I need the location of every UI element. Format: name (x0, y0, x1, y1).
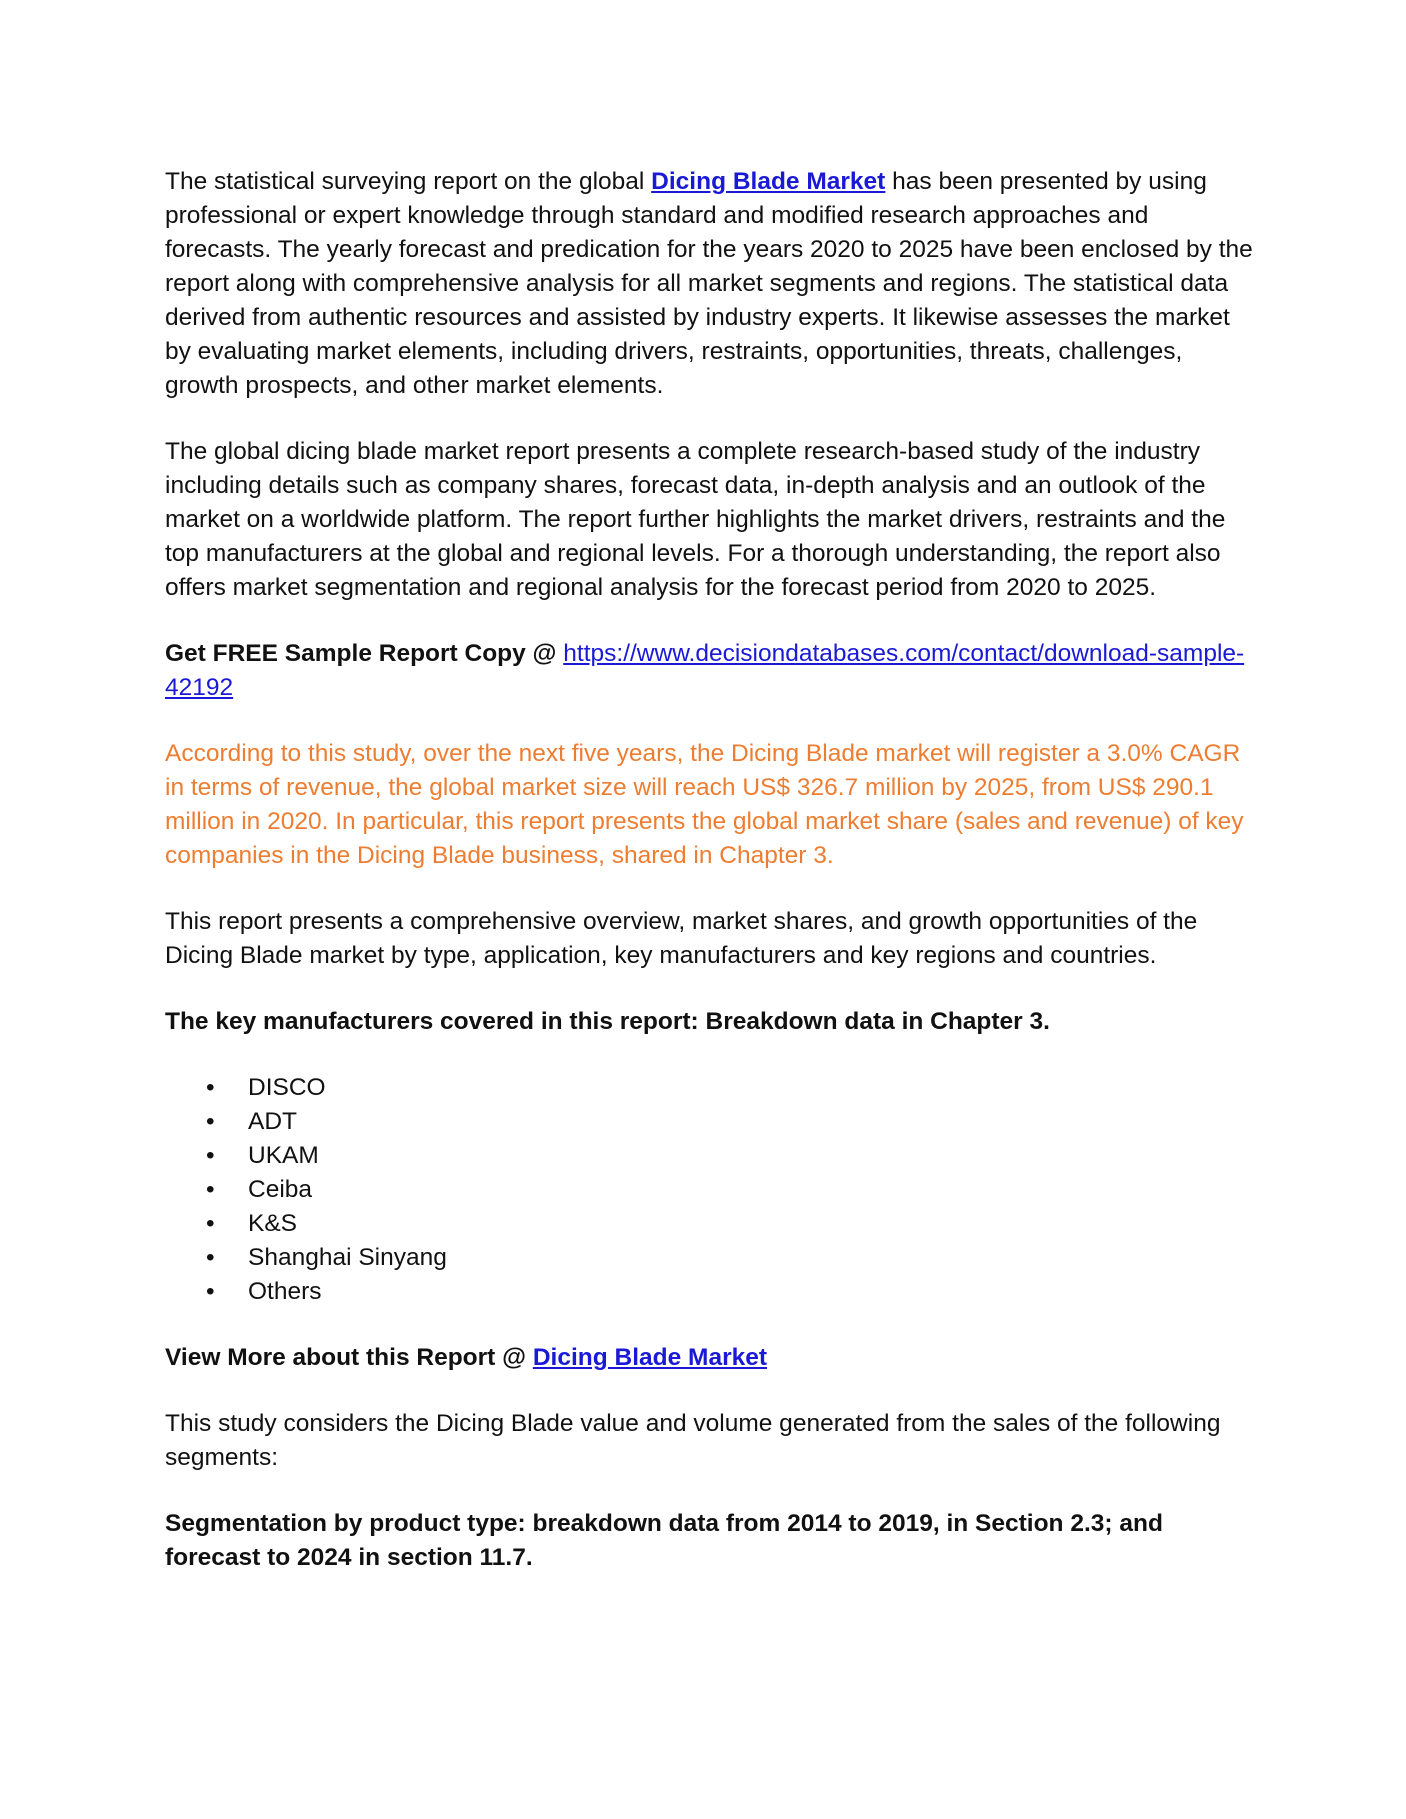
view-more-line (165, 1341, 1255, 1375)
bullet-icon: • (206, 1176, 215, 1203)
list-item (206, 1071, 1255, 1105)
manufacturers-list (165, 1071, 1255, 1309)
list-item (206, 1275, 1255, 1309)
view-more-label: View More about this Report @ (165, 1344, 533, 1371)
manufacturer-name: Shanghai Sinyang (248, 1244, 447, 1271)
cagr-paragraph: According to this study, over the next five years, the Dicing Blade market will register a 3.0% CAGR in terms of revenue, the global market size will reach US$ 326.7 million by 2025, from US$ 290.1 million in 2020. In particular, this report presents the global market share (sales and revenue) of key companies in the Dicing Blade business, shared in Chapter 3. (165, 740, 1244, 869)
intro-text-start: The statistical surveying report on the global (165, 168, 652, 195)
bullet-icon: • (206, 1210, 215, 1237)
sample-report-link[interactable]: https://www.decisiondatabases.com/contact/download-sample-42192 (165, 640, 1245, 701)
list-item (206, 1207, 1255, 1241)
list-item (206, 1105, 1255, 1139)
bullet-icon: • (206, 1108, 215, 1135)
list-item (206, 1173, 1255, 1207)
overview-paragraph: The global dicing blade market report presents a complete research-based study of the industry including details such as company shares, forecast data, in-depth analysis and an outlook of the market on a worldwide platform. The report further highlights the market drivers, restraints and the top manufacturers at the global and regional levels. For a thorough understanding, the report also offers market segmentation and regional analysis for the forecast period from 2020 to 2025. (165, 438, 1226, 601)
manufacturer-name: UKAM (248, 1142, 319, 1169)
bullet-icon: • (206, 1142, 215, 1169)
bullet-icon: • (206, 1244, 215, 1271)
manufacturer-name: DISCO (248, 1074, 326, 1101)
list-item (206, 1241, 1255, 1275)
manufacturer-name: K&S (248, 1210, 298, 1237)
manufacturer-name: ADT (248, 1108, 297, 1135)
segments-intro-paragraph: This study considers the Dicing Blade value and volume generated from the sales of the following segments: (165, 1410, 1221, 1471)
manufacturers-heading: The key manufacturers covered in this report: Breakdown data in Chapter 3. (165, 1008, 1050, 1035)
bullet-icon: • (206, 1278, 215, 1305)
list-item (206, 1139, 1255, 1173)
manufacturer-name: Others (248, 1278, 322, 1305)
report-scope-paragraph: This report presents a comprehensive overview, market shares, and growth opportunities of the Dicing Blade market by type, application, key manufacturers and key regions and countries. (165, 908, 1198, 969)
segmentation-heading: Segmentation by product type: breakdown data from 2014 to 2019, in Section 2.3; and forecast to 2024 in section 11.7. (165, 1510, 1163, 1571)
sample-report-label: Get FREE Sample Report Copy @ (165, 640, 564, 667)
view-more-link[interactable]: Dicing Blade Market (532, 1344, 768, 1371)
sample-report-line (165, 637, 1255, 705)
bullet-icon: • (206, 1074, 215, 1101)
intro-text-rest: has been presented by using professional or expert knowledge through standard and modified research approaches and forecasts. The yearly forecast and predication for the years 2020 to 2025 have been enclosed by the report along with comprehensive analysis for all market segments and regions. The statistical data derived from authentic resources and assisted by industry experts. It likewise assesses the market by evaluating market elements, including drivers, restraints, opportunities, threats, challenges, growth prospects, and other market elements. (165, 168, 1253, 399)
manufacturer-name: Ceiba (248, 1176, 313, 1203)
document-page (165, 165, 1255, 1607)
intro-paragraph (165, 165, 1255, 403)
dicing-blade-market-link[interactable]: Dicing Blade Market (651, 168, 886, 195)
